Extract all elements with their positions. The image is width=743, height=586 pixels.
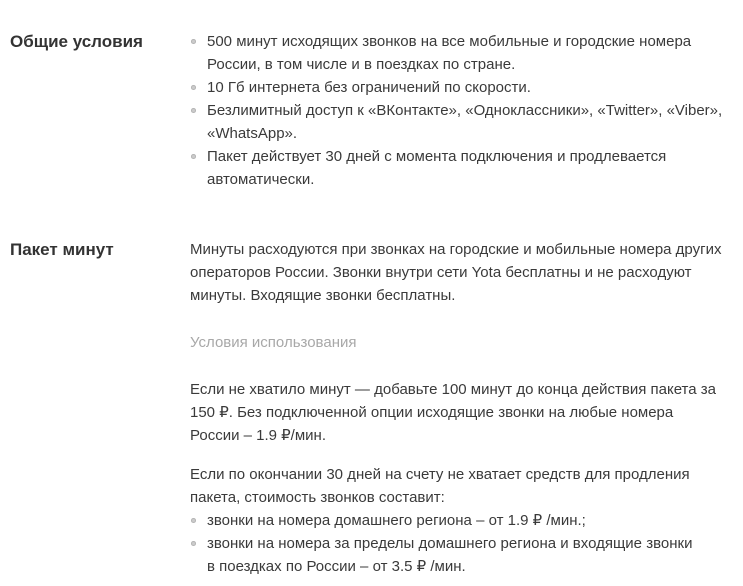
renewal-intro-text: Если по окончании 30 дней на счету не хватает средств для продления пакета, стоимость звонков составит: — [190, 466, 690, 506]
list-item-text: Пакет действует 30 дней с момента подключения и продлевается автоматически. — [207, 148, 667, 188]
section-general-conditions — [10, 30, 735, 191]
minutes-usage-text: Минуты расходуются при звонках на городские и мобильные номера других операторов России. Звонки внутри сети Yota бесплатны и не расходуют минуты. Входящие звонки бесплатны. — [190, 241, 722, 304]
renewal-pricing-list — [190, 509, 735, 578]
list-item-text: 500 минут исходящих звонков на все мобильные и городские номера России, в том числе и в поездках по стране. — [207, 33, 692, 73]
list-item — [190, 99, 735, 145]
bullet-icon — [191, 154, 196, 159]
list-item-text: Безлимитный доступ к «ВКонтакте», «Одноклассники», «Twitter», «Viber», «WhatsApp». — [207, 102, 723, 142]
bullet-icon — [191, 39, 196, 44]
list-item — [190, 145, 735, 191]
general-conditions-heading: Общие условия — [10, 32, 143, 51]
minutes-package-heading: Пакет минут — [10, 240, 114, 259]
general-conditions-content — [190, 30, 735, 191]
bullet-icon — [191, 518, 196, 523]
list-item-text: звонки на номера домашнего региона – от 1.9 ₽ /мин.; — [207, 512, 586, 529]
list-item — [190, 30, 735, 76]
list-item — [190, 532, 735, 578]
list-item — [190, 76, 735, 99]
bullet-icon — [191, 85, 196, 90]
list-item — [190, 509, 735, 532]
minutes-package-content — [190, 238, 735, 578]
general-conditions-list — [190, 30, 735, 191]
add-minutes-text: Если не хватило минут — добавьте 100 минут до конца действия пакета за 150 ₽. Без подключенной опции исходящие звонки на любые номера России – 1.9 ₽/мин. — [190, 381, 716, 444]
terms-of-use-label: Условия использования — [190, 334, 357, 351]
list-item-text: звонки на номера за пределы домашнего региона и входящие звонки в поездках по России – от 3.5 ₽ /мин. — [207, 535, 693, 575]
section-minutes-package — [10, 238, 735, 578]
bullet-icon — [191, 108, 196, 113]
list-item-text: 10 Гб интернета без ограничений по скорости. — [207, 79, 531, 96]
bullet-icon — [191, 541, 196, 546]
